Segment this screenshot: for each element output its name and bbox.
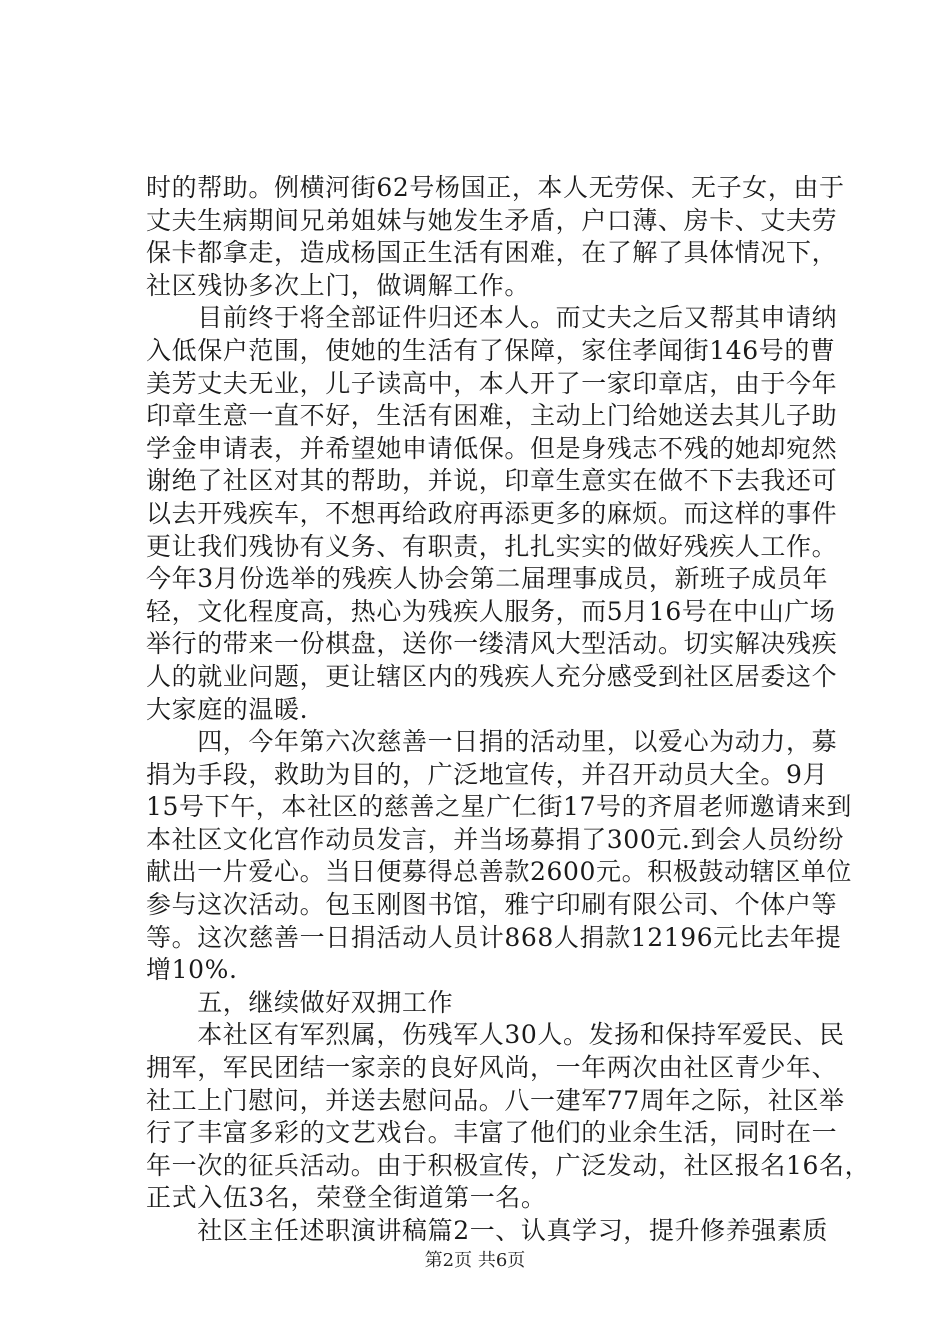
text-line: 轻，文化程度高，热心为残疾人服务，而5月16号在中山广场 [146,596,836,626]
text-line: 本社区有军烈属，伤残军人30人。发扬和保持军爱民、民 [146,1020,845,1050]
text-line: 谢绝了社区对其的帮助，并说，印章生意实在做不下去我还可 [146,466,838,496]
text-line: 捐为手段，救助为目的，广泛地宣传，并召开动员大全。9月 [146,759,829,789]
text-line: 时的帮助。例横河街62号杨国正，本人无劳保、无子女，由于 [146,173,845,202]
page-footer: 第2页 共6页 [424,1250,526,1271]
text-line: 社区残协多次上门，做调解工作。 [146,270,531,300]
body-text [146,172,871,1248]
text-line: 丈夫生病期间兄弟姐妹与她发生矛盾，户口薄、房卡、丈夫劳 [146,205,838,235]
text-line: 年一次的征兵活动。由于积极宣传，广泛发动，社区报名16名， [146,1150,871,1180]
text-line: 学金申请表，并希望她申请低保。但是身残志不残的她却宛然 [146,433,838,463]
text-line: 行了丰富多彩的文艺戏台。丰富了他们的业余生活，同时在一 [146,1118,838,1148]
text-line: 等。这次慈善一日捐活动人员计868人捐款12196元比去年提 [146,922,842,952]
text-line: 本社区文化宫作动员发言，并当场募捐了300元.到会人员纷纷 [146,824,845,854]
text-line: 更让我们残协有义务、有职责，扎扎实实的做好残疾人工作。 [146,531,838,561]
text-line: 参与这次活动。包玉刚图书馆，雅宁印刷有限公司、个体户等 [146,890,838,920]
text-line: 献出一片爱心。当日便募得总善款2600元。积极鼓动辖区单位 [146,857,853,887]
text-line: 今年3月份选举的残疾人协会第二届理事成员，新班子成员年 [146,564,829,594]
text-line: 社工上门慰问，并送去慰问品。八一建军77周年之际，社区举 [146,1085,845,1115]
text-line: 五，继续做好双拥工作 [146,987,454,1017]
text-line: 美芳丈夫无业，儿子读高中，本人开了一家印章店，由于今年 [146,368,838,398]
text-line: 举行的带来一份棋盘，送你一缕清风大型活动。切实解决残疾 [146,629,838,659]
text-line: 以去开残疾车，不想再给政府再添更多的麻烦。而这样的事件 [146,498,838,528]
text-line: 社区主任述职演讲稿篇2一、认真学习，提升修养强素质 [146,1216,829,1245]
text-line: 目前终于将全部证件归还本人。而丈夫之后又帮其申请纳 [146,303,838,333]
text-line: 拥军，军民团结一家亲的良好风尚，一年两次由社区青少年、 [146,1053,838,1083]
text-line: 正式入伍3名，荣登全街道第一名。 [146,1183,547,1213]
text-line: 四，今年第六次慈善一日捐的活动里，以爱心为动力，募 [146,727,838,757]
text-line: 印章生意一直不好，生活有困难，主动上门给她送去其儿子助 [146,401,838,431]
text-line: 大家庭的温暖. [146,694,309,724]
text-line: 人的就业问题，更让辖区内的残疾人充分感受到社区居委这个 [146,661,838,691]
text-line: 增10%. [146,955,238,985]
text-line: 入低保户范围，使她的生活有了保障，家住孝闻街146号的曹 [146,335,836,365]
text-line: 15号下午，本社区的慈善之星广仁街17号的齐眉老师邀请来到 [146,792,853,822]
text-line: 保卡都拿走，造成杨国正生活有困难，在了解了具体情况下， [146,238,838,268]
